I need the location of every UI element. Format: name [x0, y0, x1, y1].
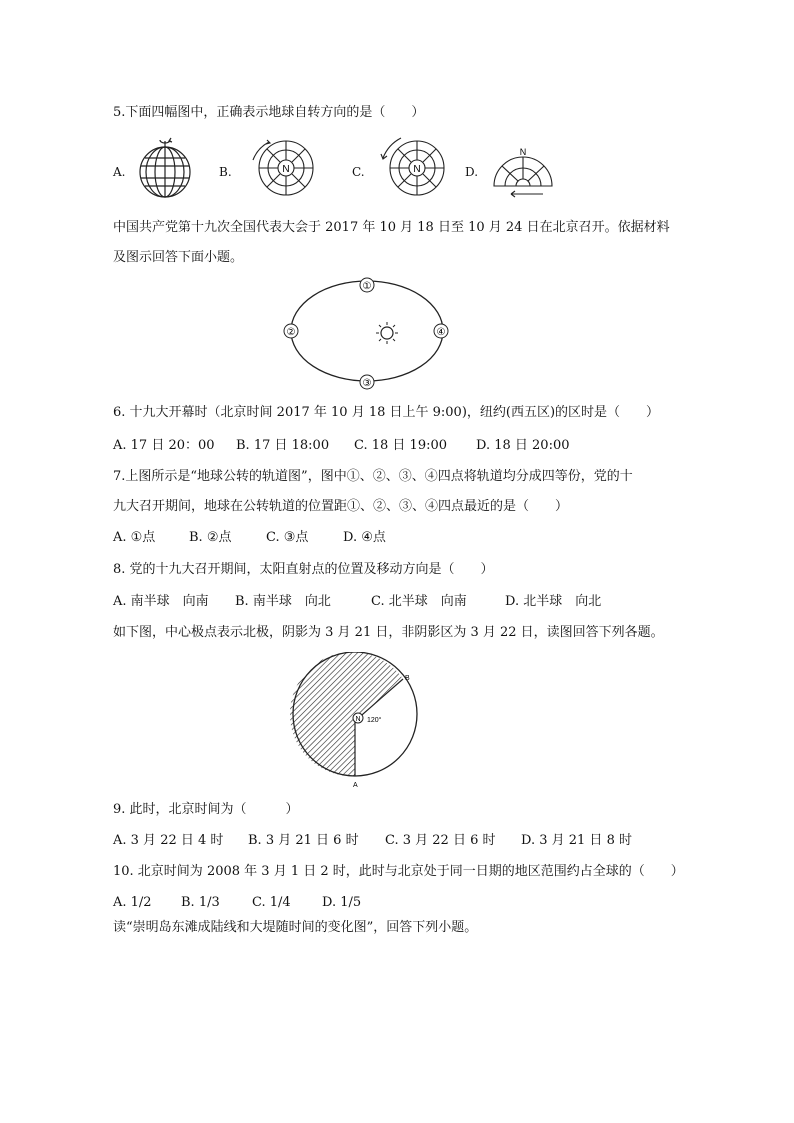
q5-figure-b-north-label: N — [282, 164, 290, 175]
polar-daylight-diagram — [290, 652, 430, 792]
q6-option-d: D. 18 日 20:00 — [476, 438, 570, 453]
q9-option-a: A. 3 月 22 日 4 时 — [113, 833, 224, 848]
q7-option-b: B. ②点 — [189, 530, 232, 545]
q5-option-d-label: D. — [465, 165, 479, 179]
q5-figure-a-globe-icon — [134, 133, 198, 203]
polar-point-a-label: A — [353, 782, 358, 789]
intro1-line1: 中国共产党第十九次全国代表大会于 2017 年 10 月 18 日至 10 月 24 日在北京召开。依据材料 — [113, 220, 670, 235]
q8-option-b: B. 南半球 向北 — [235, 594, 331, 609]
q7-option-d: D. ④点 — [343, 530, 386, 545]
q5-figure-d-north-label: N — [519, 147, 527, 157]
q5-stem: 5.下面四幅图中，正确表示地球自转方向的是（ ） — [113, 105, 425, 120]
q9-option-d: D. 3 月 21 日 8 时 — [521, 833, 632, 848]
q6-option-b: B. 17 日 18:00 — [236, 438, 330, 453]
q10-option-d: D. 1/5 — [322, 895, 362, 910]
orbit-diagram — [282, 276, 450, 390]
q5-figure-c-polar-icon — [373, 134, 449, 198]
polar-point-b-label: B — [405, 675, 410, 682]
q7-line1: 7.上图所示是“地球公转的轨道图”，图中①、②、③、④四点将轨道均分成四等份，党的十 — [113, 469, 633, 484]
orbit-point-2: ② — [286, 327, 296, 338]
q9-stem: 9. 此时，北京时间为（ ） — [113, 802, 299, 817]
q7-line2: 九大召开期间，地球在公转轨道的位置距①、②、③、④四点最近的是（ ） — [113, 499, 569, 514]
q5-option-b-label: B. — [219, 165, 232, 179]
intro1-line2: 及图示回答下面小题。 — [113, 250, 244, 265]
q10-option-b: B. 1/3 — [181, 895, 220, 910]
q5-figure-b-polar-icon — [247, 138, 317, 198]
intro2-line1: 如下图，中心极点表示北极，阴影为 3 月 21 日，非阴影区为 3 月 22 日，读图回答下列各题。 — [113, 625, 664, 640]
q5-option-c-label: C. — [352, 165, 365, 179]
q9-option-c: C. 3 月 22 日 6 时 — [385, 833, 496, 848]
q10-option-a: A. 1/2 — [113, 895, 152, 910]
q5-figure-d-half-polar-icon — [489, 146, 557, 198]
polar-north-label: N — [355, 716, 361, 723]
q5-option-a-label: A. — [113, 165, 126, 179]
orbit-point-4: ④ — [436, 327, 446, 338]
q8-option-a: A. 南半球 向南 — [113, 594, 209, 609]
polar-angle-label: 120° — [367, 717, 382, 724]
q6-stem: 6. 十九大开幕时（北京时间 2017 年 10 月 18 日上午 9:00)，纽约(西五区)的区时是（ ） — [113, 405, 660, 420]
q9-option-b: B. 3 月 21 日 6 时 — [248, 833, 359, 848]
q7-option-a: A. ①点 — [113, 530, 156, 545]
intro3-line1: 读“崇明岛东滩成陆线和大堤随时间的变化图”，回答下列小题。 — [113, 920, 478, 935]
orbit-point-3: ③ — [362, 378, 372, 389]
q6-option-a: A. 17 日 20：00 — [113, 438, 215, 453]
q7-option-c: C. ③点 — [266, 530, 309, 545]
q5-figure-c-north-label: N — [413, 164, 421, 175]
q6-option-c: C. 18 日 19:00 — [354, 438, 448, 453]
q8-stem: 8. 党的十九大召开期间，太阳直射点的位置及移动方向是（ ） — [113, 562, 494, 577]
q8-option-c: C. 北半球 向南 — [371, 594, 467, 609]
orbit-point-1: ① — [362, 281, 372, 292]
q10-option-c: C. 1/4 — [252, 895, 291, 910]
q10-stem: 10. 北京时间为 2008 年 3 月 1 日 2 时，此时与北京处于同一日期的地区范围约占全球的（ ） — [113, 864, 684, 879]
q8-option-d: D. 北半球 向北 — [505, 594, 602, 609]
sun-icon — [376, 322, 398, 344]
